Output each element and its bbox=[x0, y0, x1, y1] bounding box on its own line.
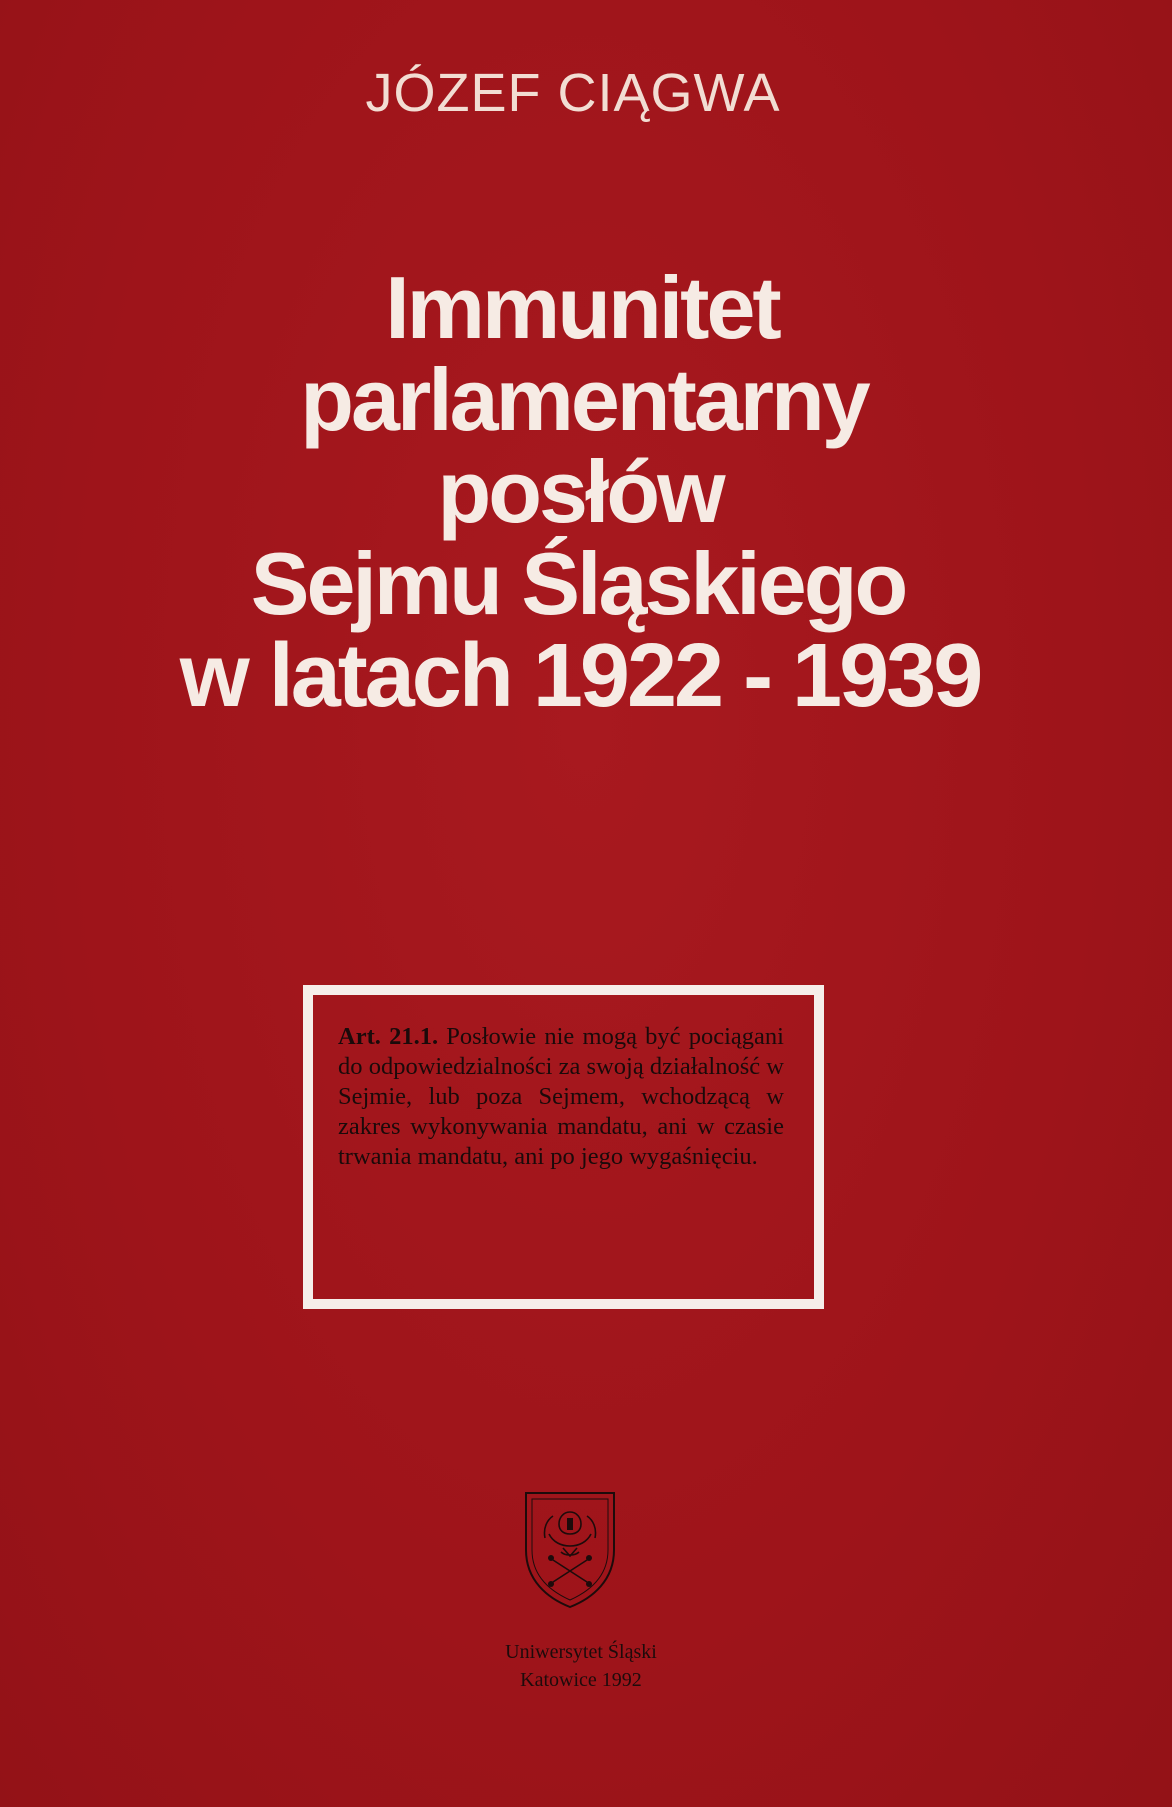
title-line-2: parlamentarny bbox=[300, 350, 868, 449]
publisher-place-year: Katowice 1992 bbox=[520, 1669, 642, 1691]
quote-text bbox=[338, 1022, 784, 1172]
author-name bbox=[0, 62, 1172, 124]
book-title bbox=[0, 258, 1172, 726]
title-line-3: posłów bbox=[437, 442, 723, 541]
quote-article-number: Art. 21.1. bbox=[338, 1023, 439, 1050]
university-crest-icon bbox=[523, 1490, 617, 1610]
publisher-name: Uniwersytet Śląski bbox=[505, 1641, 657, 1663]
publisher-info bbox=[0, 1638, 1172, 1694]
title-line-4: Sejmu Śląskiego bbox=[250, 534, 906, 633]
author-name-text: JÓZEF CIĄGWA bbox=[365, 63, 781, 123]
title-line-5: w latach 1922 - 1939 bbox=[179, 626, 981, 726]
title-line-1: Immunitet bbox=[385, 258, 779, 357]
quote-body: Posłowie nie mogą być pociągani do odpowiedzialności za swoją działalność w Sejmie, lub poza Sejmem, wchodzącą w zakres wykonywania mandatu, ani w czasie trwania mandatu, ani po jego wygaśnięciu. bbox=[338, 1023, 784, 1170]
